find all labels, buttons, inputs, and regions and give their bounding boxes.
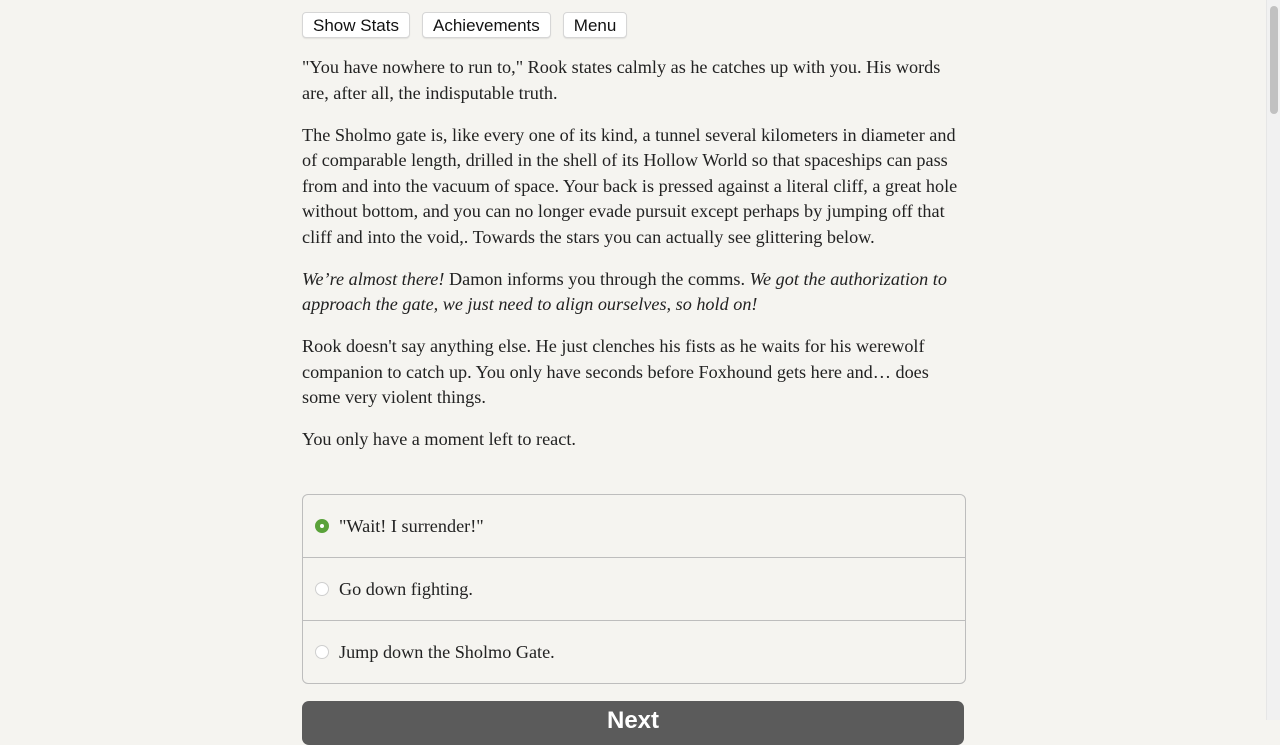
story-paragraph-3 [302, 267, 964, 318]
choice-label: "Wait! I surrender!" [339, 515, 484, 536]
scrollbar-thumb[interactable] [1270, 6, 1278, 114]
menu-button[interactable]: Menu [563, 12, 628, 38]
radio-unselected-icon[interactable] [315, 645, 329, 659]
choice-label: Jump down the Sholmo Gate. [339, 641, 555, 662]
narration-text: Damon informs you through the comms. [444, 268, 750, 289]
story-paragraph-1: "You have nowhere to run to," Rook states calmly as he catches up with you. His words are, after all, the indisputable truth. [302, 57, 941, 103]
top-toolbar [302, 12, 627, 38]
choice-label: Go down fighting. [339, 578, 473, 599]
story-paragraph-2: The Sholmo gate is, like every one of its kind, a tunnel several kilometers in diameter and of comparable length, drilled in the shell of its Hollow World so that spaceships can pass from and into the vacuum of space. Your back is pressed against a literal cliff, a great hole without bottom, and you can no longer evade pursuit except perhaps by jumping off that cliff and into the void,. Towards the stars you can actually see glittering below. [302, 124, 958, 247]
radio-selected-icon[interactable] [315, 519, 329, 533]
scrollbar[interactable] [1266, 0, 1280, 720]
achievements-button[interactable]: Achievements [422, 12, 551, 38]
story-text [302, 55, 964, 469]
story-paragraph-5: You only have a moment left to react. [302, 429, 576, 449]
choice-option-1[interactable] [303, 495, 965, 558]
choice-option-3[interactable] [303, 621, 965, 683]
dialogue-italic-2: We got the authorization to approach the gate, we just need to align ourselves, so hold on! [302, 268, 947, 314]
next-button[interactable]: Next [302, 701, 964, 745]
radio-unselected-icon[interactable] [315, 582, 329, 596]
choice-list [302, 494, 966, 684]
show-stats-button[interactable]: Show Stats [302, 12, 410, 38]
choice-option-2[interactable] [303, 558, 965, 621]
story-paragraph-4: Rook doesn't say anything else. He just clenches his fists as he waits for his werewolf companion to catch up. You only have seconds before Foxhound gets here and… does some very violent things. [302, 336, 929, 407]
dialogue-italic-1: We’re almost there! [302, 268, 445, 289]
